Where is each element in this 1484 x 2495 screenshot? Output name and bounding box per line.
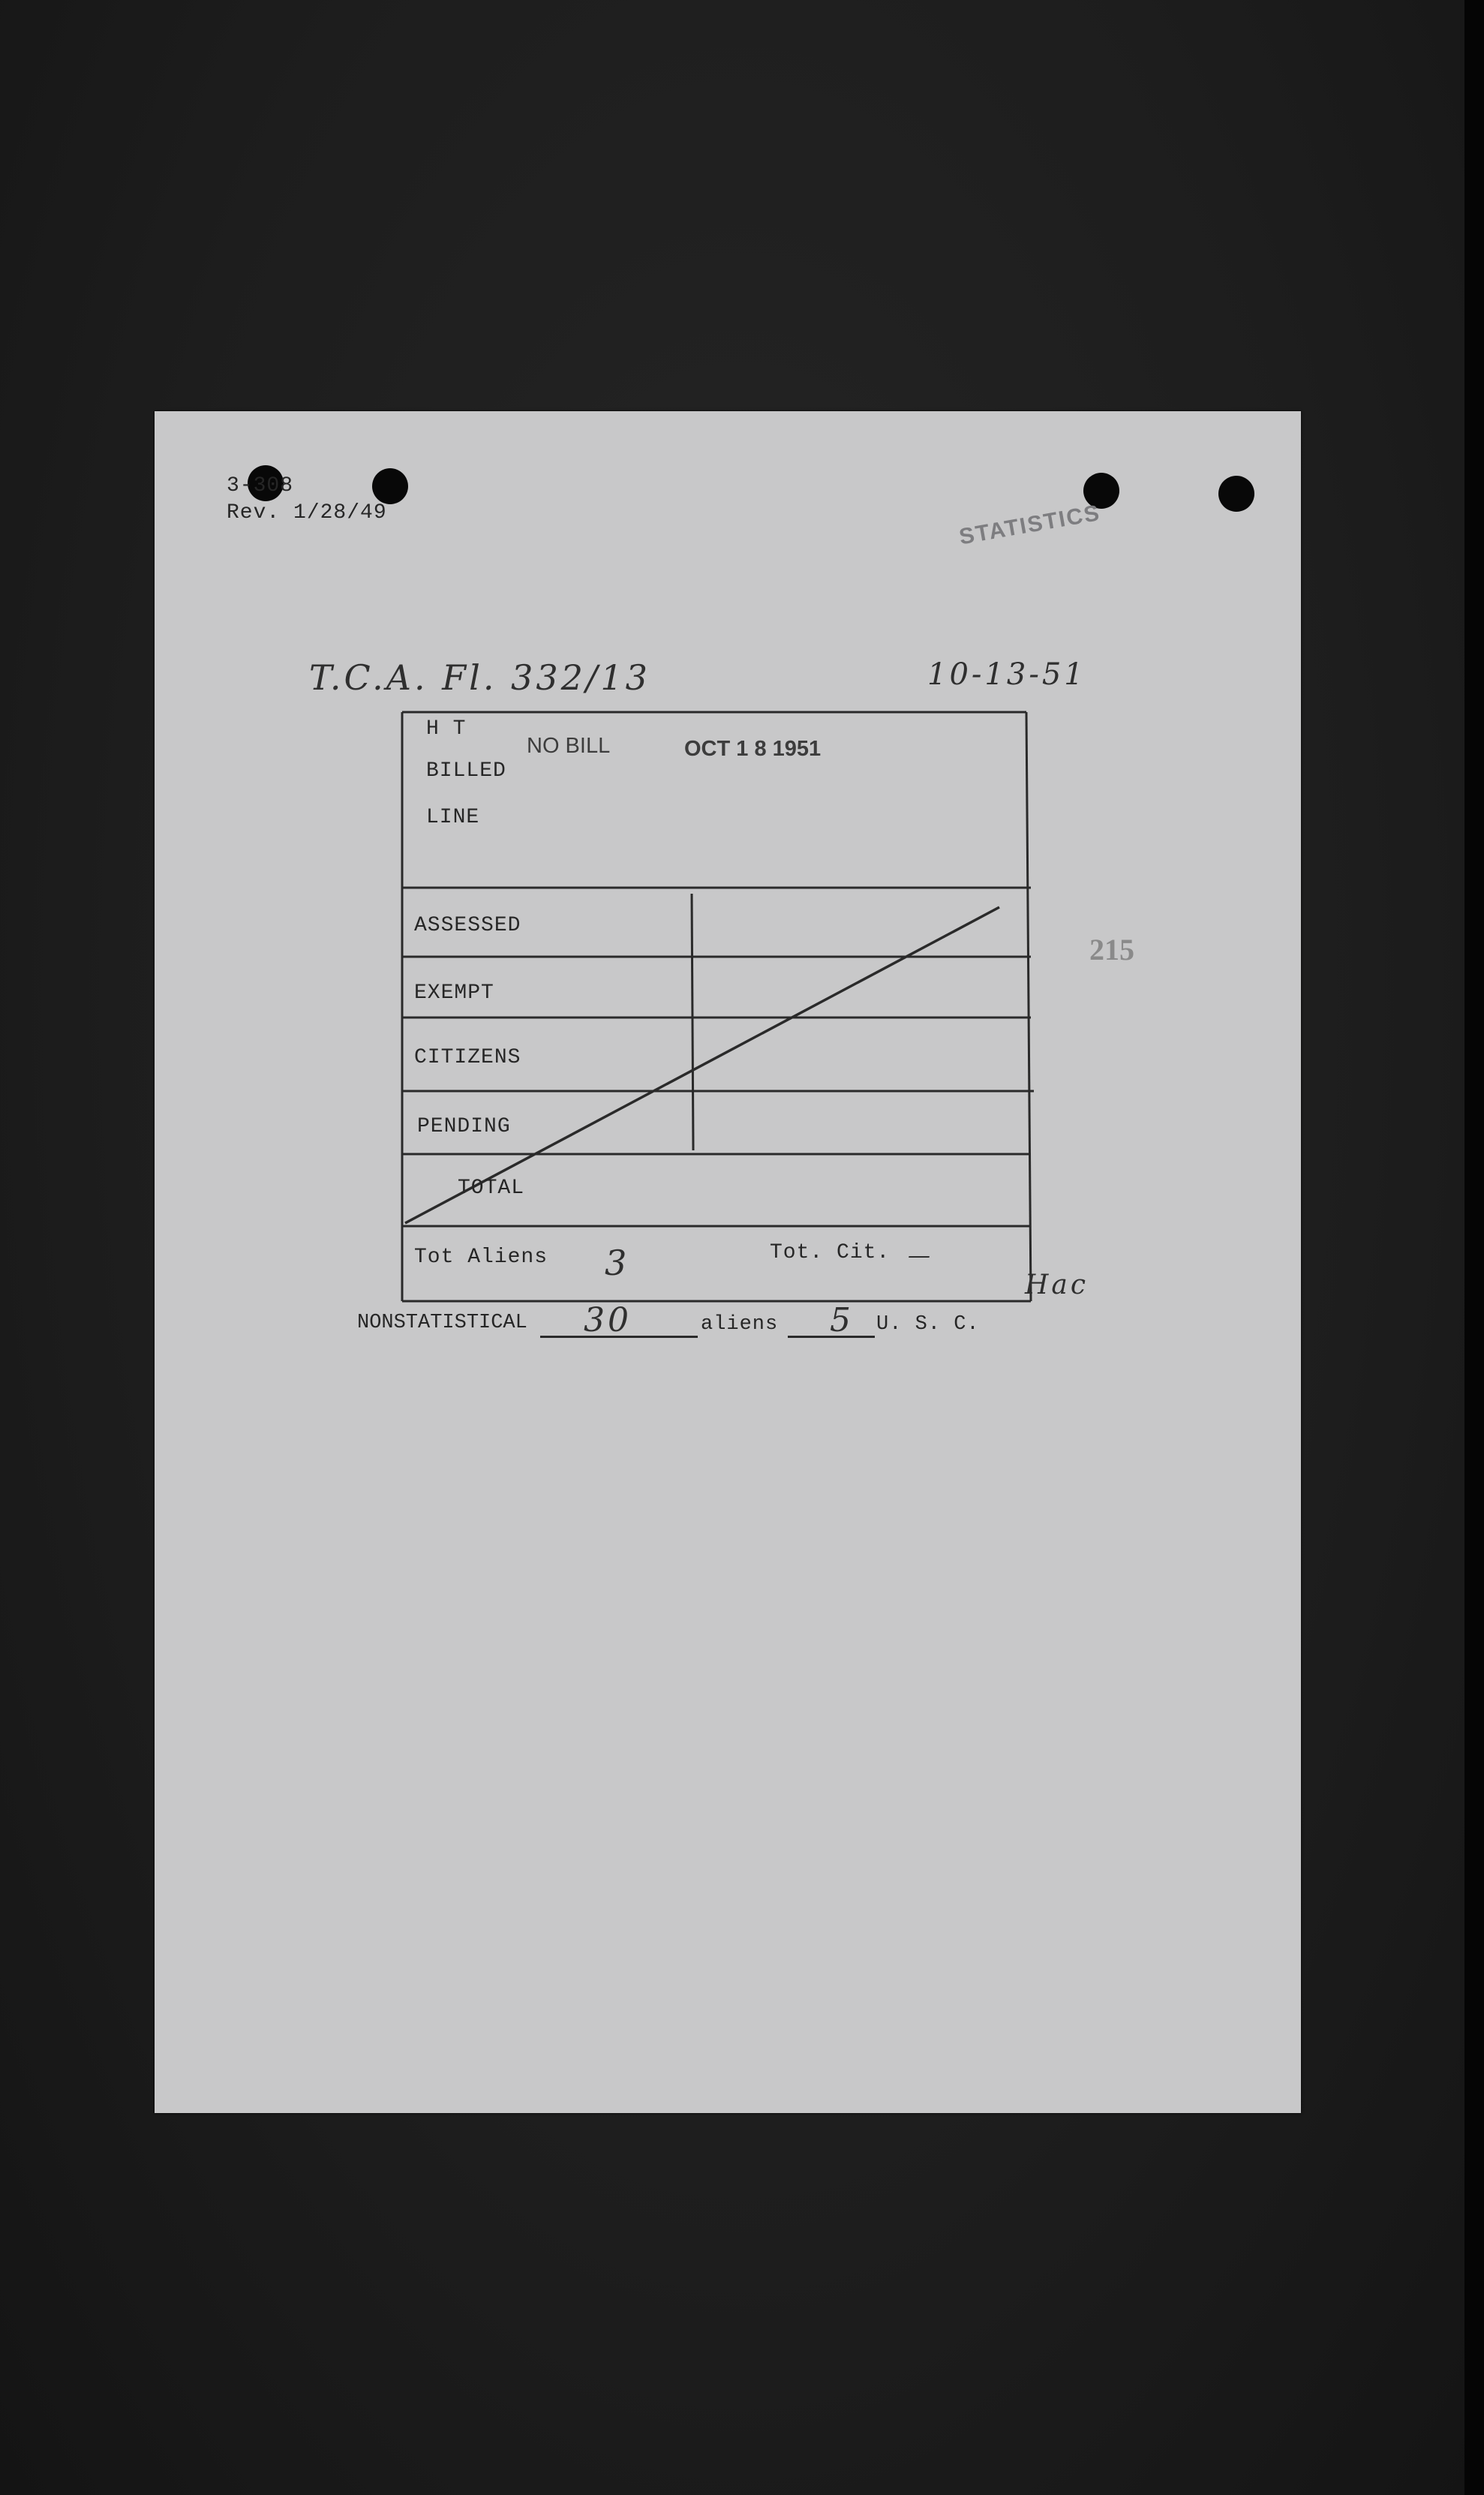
nonstat-usc-value: 5 bbox=[830, 1301, 854, 1339]
row-pending: PENDING bbox=[417, 1115, 511, 1138]
scan-edge-shadow bbox=[1464, 0, 1484, 2495]
handwritten-date: 10-13-51 bbox=[927, 657, 1086, 692]
tot-cit-value: — bbox=[908, 1243, 933, 1269]
date-stamp: OCT 1 8 1951 bbox=[684, 737, 822, 761]
row-total: TOTAL bbox=[458, 1177, 525, 1200]
no-bill-stamp: NO BILL bbox=[527, 734, 611, 758]
row-assessed: ASSESSED bbox=[414, 914, 521, 937]
header-line: LINE bbox=[426, 806, 480, 829]
aliens-label: aliens bbox=[701, 1313, 779, 1336]
form-revision: Rev. 1/28/49 bbox=[227, 501, 387, 525]
nonstat-aliens-value: 30 bbox=[584, 1301, 632, 1339]
form-grid bbox=[155, 411, 1301, 2113]
header-billed: BILLED bbox=[426, 759, 506, 783]
form-sheet bbox=[155, 411, 1301, 2113]
tot-cit-label: Tot. Cit. bbox=[770, 1241, 891, 1264]
tot-aliens-label: Tot Aliens bbox=[414, 1246, 548, 1269]
row-exempt: EXEMPT bbox=[414, 981, 494, 1005]
statistics-stamp: STATISTICS bbox=[957, 500, 1103, 550]
usc-label: U. S. C. bbox=[876, 1313, 980, 1336]
row-citizens: CITIZENS bbox=[414, 1046, 521, 1069]
tot-aliens-value: 3 bbox=[605, 1243, 630, 1283]
nonstatistical-label: NONSTATISTICAL bbox=[357, 1312, 527, 1334]
header-ht: H T bbox=[426, 717, 467, 741]
initials: Hac bbox=[1025, 1270, 1089, 1300]
page-number-stamp: 215 bbox=[1089, 933, 1134, 966]
form-number: 3-308 bbox=[227, 474, 294, 497]
handwritten-reference: T.C.A. Fl. 332/13 bbox=[309, 657, 650, 698]
